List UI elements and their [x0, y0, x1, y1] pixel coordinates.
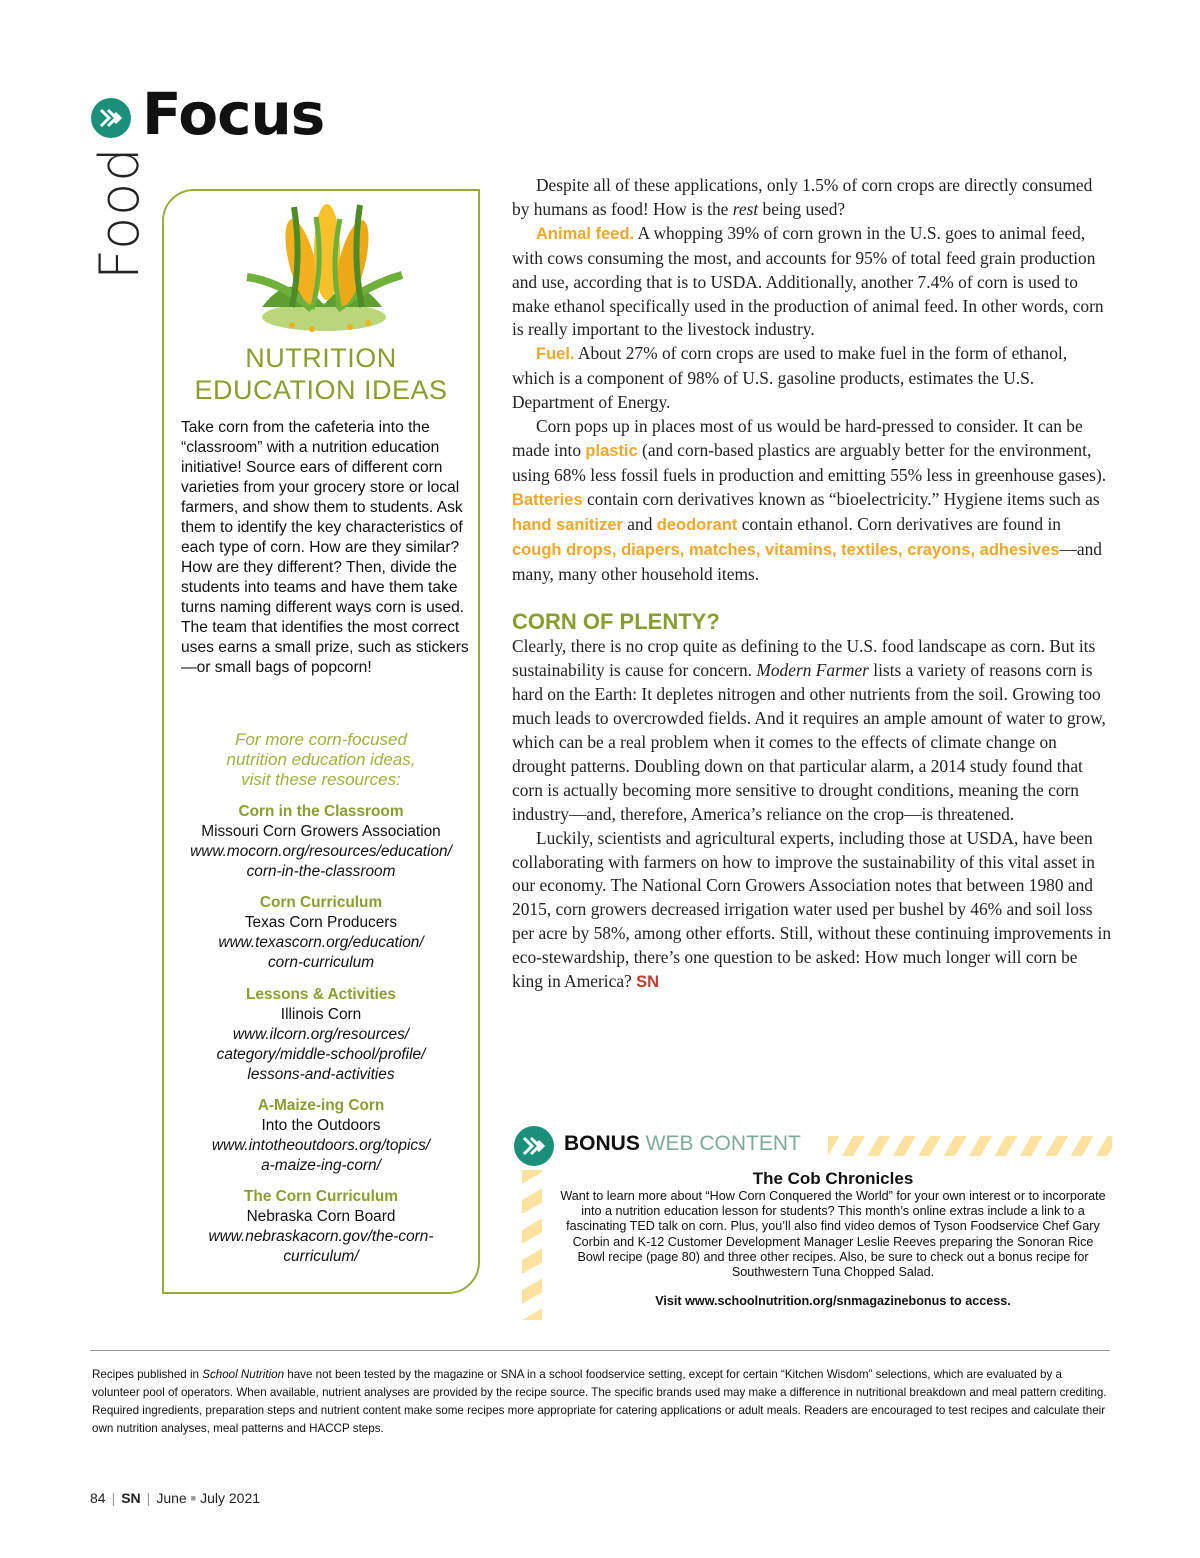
paragraph: Clearly, there is no crop quite as defining to the U.S. food landscape as corn. But its sustainability is cause for concern. Modern Farmer lists a variety of reasons corn is hard on the Earth: It depletes nitrogen and other nutrients from the soil. Growing too much leads to overcrowded fields. And it requires an ample amount of water to grow, which can be a real problem when it comes to the effects of climate change on drought patterns. Doubling down on that particular alarm, a 2014 study found that corn is actually becoming more sensitive to drought conditions, meaning the corn industry—and, therefore, America’s reliance on the crop—is threatened.	[512, 636, 1106, 824]
sidebar-title-line2: EDUCATION IDEAS	[194, 375, 448, 405]
double-chevron-icon	[514, 1126, 554, 1166]
divider	[90, 1350, 1110, 1351]
resource-item: Corn in the Classroom Missouri Corn Growers Association www.mocorn.org/resources/education/ corn-in-the-classroom	[190, 803, 452, 880]
paragraph: Despite all of these applications, only 1.5% of corn crops are directly consumed by humans as food! How is the rest being used?	[512, 175, 1093, 219]
double-chevron-icon	[91, 98, 131, 138]
bonus-text: Want to learn more about “How Corn Conquered the World” for your own interest or to incorporate into a nutrition education lesson for students? This month’s online extras include a link to a fascinating TED talk on corn. Plus, you’ll also find video demos of Tyson Foodservice Chef Gary Corbin and K-12 Customer Development Manager Leslie Reeves preparing the Sonoran Rice Bowl recipe (page 80) and three other recipes. Also, be sure to check out a bonus recipe for Southwestern Tuna Chopped Salad.	[560, 1189, 1106, 1280]
paragraph: Animal feed. A whopping 39% of corn grown in the U.S. goes to animal feed, with cows consuming the most, and accounts for 95% of total feed grain production and use, according that is to USDA. Additionally, another 7.4% of corn is used to make ethanol specifically used in the production of animal feed. In other words, corn is really important to the livestock industry.	[512, 222, 1104, 340]
bonus-link[interactable]: Visit www.schoolnutrition.org/snmagazinebonus to access.	[655, 1294, 1011, 1308]
page-folio: 84 | SN | June ■ July 2021	[90, 1490, 261, 1506]
bonus-heading: BONUS WEB CONTENT	[564, 1132, 801, 1155]
resource-item: Corn Curriculum Texas Corn Producers www.texascorn.org/education/ corn-curriculum	[218, 894, 424, 971]
decorative-stripes	[522, 1170, 542, 1320]
resource-item: The Corn Curriculum Nebraska Corn Board www.nebraskacorn.gov/the-corn- curriculum/	[208, 1188, 434, 1265]
paragraph: Luckily, scientists and agricultural experts, including those at USDA, have been collaborating with farmers on how to improve the sustainability of this vital asset in our economy. The National Corn Growers Association notes that between 1980 and 2015, corn growers decreased irrigation water used per bushel by 46% and soil loss per acre by 58%, among other efforts. Still, without these continuing improvements in eco-stewardship, there’s one question to be asked: How much longer will corn be king in America? SN	[512, 827, 1112, 992]
sidebar-body: Take corn from the cafeteria into the “classroom” with a nutrition education initiative! Source ears of different corn varieties from your grocery store or local farmers, and show them to students. Ask them to identify the key characteristics of each type of corn. How are they similar? How are they different? Then, divide the students into teams and have them take turns naming different ways corn is used. The team that identifies the most correct uses earns a small prize, such as stickers—or small bags of popcorn!	[181, 419, 469, 676]
paragraph: Fuel. About 27% of corn crops are used to make fuel in the form of ethanol, which is a component of 98% of U.S. gasoline products, estimates the U.S. Department of Energy.	[512, 343, 1068, 413]
article-body	[512, 174, 1112, 995]
decorative-stripes	[828, 1136, 1112, 1156]
corn-illustration	[232, 197, 412, 337]
paragraph: Corn pops up in places most of us would be hard-pressed to consider. It can be made into plastic (and corn-based plastics are arguably better for the environment, using 68% less fossil fuels in production and emitting 55% less in greenhouse gases). Batteries contain corn derivatives known as “bioelectricity.” Hygiene items such as hand sanitizer and deodorant contain ethanol. Corn derivatives are found in cough drops, diapers, matches, vitamins, textiles, crayons, adhesives—and many, many other household items.	[512, 416, 1107, 584]
sidebar-resources-intro: For more corn-focused nutrition education ideas, visit these resources:	[226, 730, 416, 789]
page-number: 84	[90, 1490, 106, 1506]
section-heading: CORN OF PLENTY?	[512, 609, 720, 635]
resource-item: A-Maize-ing Corn Into the Outdoors www.intotheoutdoors.org/topics/ a-maize-ing-corn/	[211, 1097, 431, 1174]
section-label-food: Food	[88, 146, 151, 280]
resource-item: Lessons & Activities Illinois Corn www.ilcorn.org/resources/ category/middle-school/profile/ lessons-and-activities	[216, 986, 426, 1083]
disclaimer: Recipes published in School Nutrition have not been tested by the magazine or SNA in a school foodservice setting, except for certain “Kitchen Wisdom” selections, which are evaluated by a volunteer pool of operators. When available, nutrient analyses are provided by the recipe source. The specific brands used may make a difference in nutritional breakdown and meal pattern crediting. Required ingredients, preparation steps and nutrient content make some recipes more appropriate for catering applications or adult meals. Readers are encouraged to test recipes and calculate their own nutrition analyses, meal patterns and HACCP steps.	[92, 1368, 1107, 1435]
publication-name: SN	[121, 1490, 141, 1506]
section-title-focus: Focus	[142, 80, 325, 148]
bonus-title: The Cob Chronicles	[752, 1169, 914, 1188]
sidebar-title-line1: NUTRITION	[245, 343, 397, 373]
